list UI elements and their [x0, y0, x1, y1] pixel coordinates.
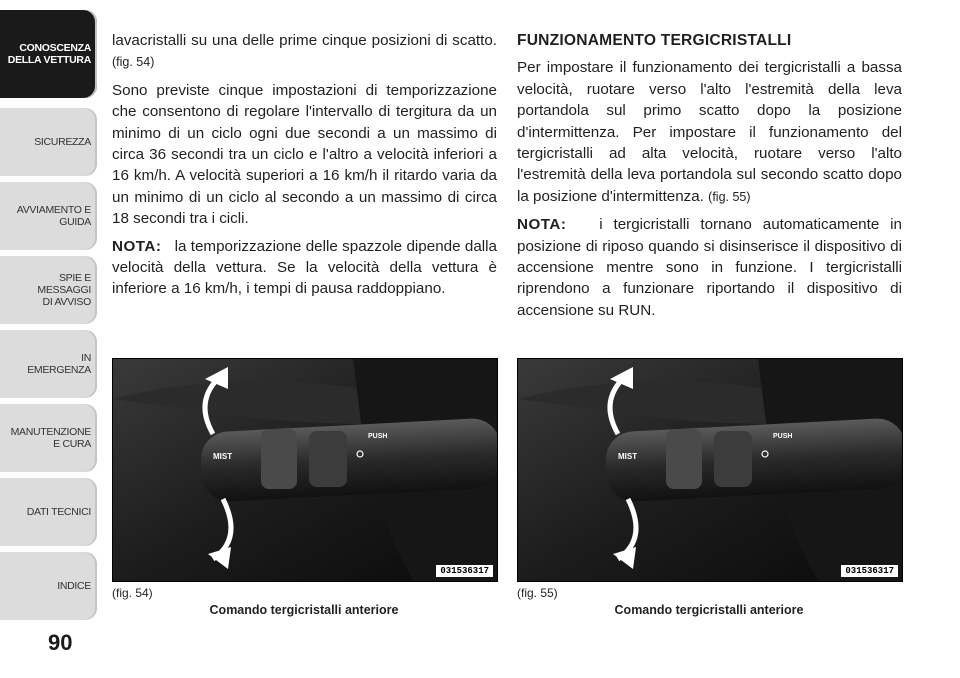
note-text: la temporizzazione delle spazzole dipende dalla velocità della vettura. Se la velocità della vettura è inferiore a 16 km/h, i tempi di pausa raddoppiano. — [112, 237, 497, 298]
tab-label: SPIE E MESSAGGI DI AVVISO — [37, 272, 91, 308]
tab-conoscenza-della-vettura[interactable] — [0, 10, 97, 98]
paragraph — [517, 57, 902, 208]
left-column — [112, 30, 497, 306]
tab-manutenzione-e-cura[interactable] — [0, 404, 97, 472]
tab-indice[interactable] — [0, 552, 97, 620]
stalk-label-text: MIST — [213, 452, 233, 461]
tab-label: CONOSCENZA DELLA VETTURA — [7, 42, 91, 66]
tab-avviamento-e-guida[interactable] — [0, 182, 97, 250]
tab-spie-e-messaggi[interactable] — [0, 256, 97, 324]
figure-reference[interactable]: (fig. 55) — [708, 189, 751, 204]
right-column — [517, 30, 902, 327]
note — [517, 214, 902, 321]
tab-label: INDICE — [57, 580, 91, 592]
figure-55-caption: Comando tergicristalli anteriore — [614, 603, 804, 617]
paragraph: Sono previste cinque impostazioni di temporizzazione che consentono di regolare l'intervallo di tergitura da un minimo di un ciclo ogni due secondi a un massimo di circa 36 secondi tra un ciclo e l'altro a velocità inferiori a 16 km/h. A velocità superiori a 16 km/h il ritardo varia da un minimo di un ciclo al secondo a un massimo di circa 18 secondi tra i cicli. — [112, 81, 497, 228]
note-label: NOTA: — [517, 216, 567, 234]
page-number: 90 — [48, 630, 73, 655]
note — [112, 236, 497, 300]
stalk-label-text: MIST — [618, 452, 638, 461]
note-text: i tergicristalli tornano automaticamente in posizione di riposo quando si disinserisce il dispositivo di accensione mentre sono in funzione. I tergicristalli riprendono a funzionare riportando il dispositivo di accensione su RUN. — [517, 216, 902, 319]
push-label-text: PUSH — [773, 433, 793, 440]
wiper-stalk-illustration — [518, 359, 902, 581]
figure-55-photo — [517, 358, 903, 582]
wiper-stalk-illustration — [113, 359, 497, 581]
figure-54-label: (fig. 54) — [112, 586, 153, 600]
tab-label: DATI TECNICI — [26, 506, 91, 518]
push-label-text: PUSH — [368, 433, 388, 440]
tab-in-emergenza[interactable] — [0, 330, 97, 398]
tab-label: MANUTENZIONE E CURA — [10, 426, 91, 450]
paragraph — [112, 30, 497, 74]
paragraph-text: lavacristalli su una delle prime cinque posizioni di scatto. — [112, 32, 497, 49]
figure-55-label: (fig. 55) — [517, 586, 558, 600]
figure-code: 031536317 — [436, 565, 493, 577]
tab-label: IN EMERGENZA — [27, 352, 91, 376]
note-label: NOTA: — [112, 237, 162, 255]
figure-54-caption: Comando tergicristalli anteriore — [209, 603, 399, 617]
figure-54-photo — [112, 358, 498, 582]
tab-label: AVVIAMENTO E GUIDA — [16, 204, 91, 228]
tab-dati-tecnici[interactable] — [0, 478, 97, 546]
section-heading: FUNZIONAMENTO TERGICRISTALLI — [517, 32, 792, 49]
figure-code: 031536317 — [841, 565, 898, 577]
figure-reference[interactable]: (fig. 54) — [112, 55, 155, 70]
paragraph-text: Per impostare il funzionamento dei tergicristalli a bassa velocità, ruotare verso l'alto l'estremità della leva portandola sul primo scatto dopo la posizione d'intermittenza. Per impostare il funzionamento del tergicristalli ad alta velocità, ruotare verso l'alto l'estremità della leva portandola sul secondo scatto dopo la posizione d'intermittenza. — [517, 59, 902, 205]
tab-sicurezza[interactable] — [0, 108, 97, 176]
tab-label: SICUREZZA — [34, 136, 91, 148]
